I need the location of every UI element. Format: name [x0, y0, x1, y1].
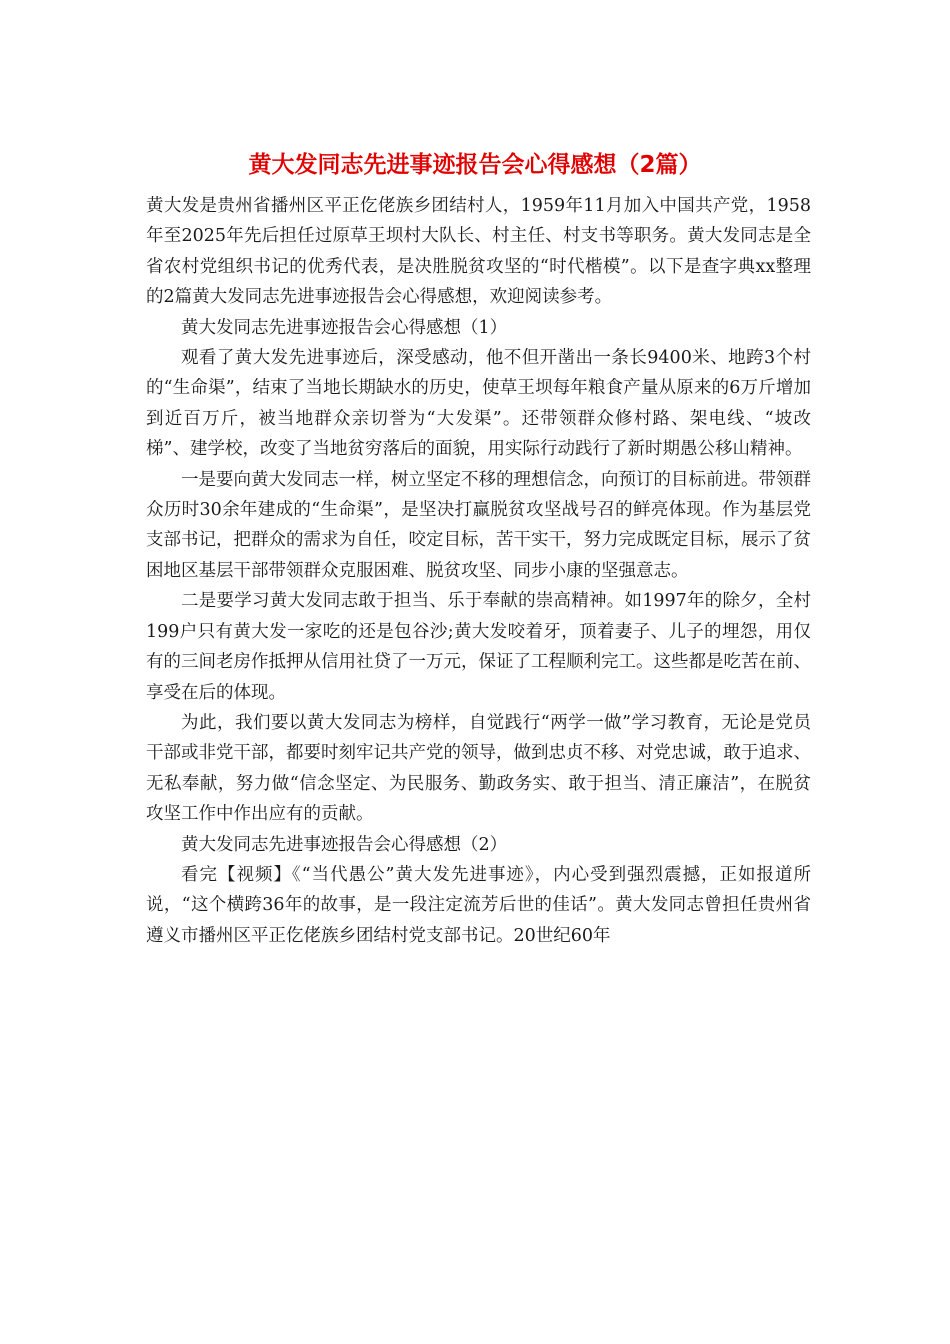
paragraph: 看完【视频】《“当代愚公”黄大发先进事迹》，内心受到强烈震撼，正如报道所说，“这个横跨36年的故事，是一段注定流芳后世的佳话”。黄大发同志曾担任贵州省遵义市播州区平正仡佬族乡团结村党支部书记。20世纪60年 [146, 864, 811, 946]
paragraph: 二是要学习黄大发同志敢于担当、乐于奉献的崇高精神。如1997年的除夕，全村199户只有黄大发一家吃的还是包谷沙;黄大发咬着牙，顶着妻子、儿子的埋怨，用仅有的三间老房作抵押从信用社贷了一万元，保证了工程顺利完工。这些都是吃苦在前、享受在后的体现。 [146, 591, 811, 703]
section-heading-2: 黄大发同志先进事迹报告会心得感想（2） [181, 834, 508, 855]
paragraph-intro: 黄大发是贵州省播州区平正仡佬族乡团结村人，1959年11月加入中国共产党，1958年至2025年先后担任过原草王坝村大队长、村主任、村支书等职务。黄大发同志是全省农村党组织书记的优秀代表，是决胜脱贫攻坚的“时代楷模”。以下是查字典xx整理的2篇黄大发同志先进事迹报告会心得感想，欢迎阅读参考。 [146, 196, 811, 308]
paragraph: 一是要向黄大发同志一样，树立坚定不移的理想信念，向预订的目标前进。带领群众历时30余年建成的“生命渠”，是坚决打赢脱贫攻坚战号召的鲜亮体现。作为基层党支部书记，把群众的需求为自任，咬定目标，苦干实干，努力完成既定目标，展示了贫困地区基层干部带领群众克服困难、脱贫攻坚、同步小康的坚强意志。 [146, 469, 811, 581]
section-heading-1: 黄大发同志先进事迹报告会心得感想（1） [181, 317, 508, 338]
paragraph: 为此，我们要以黄大发同志为榜样，自觉践行“两学一做”学习教育，无论是党员干部或非党干部，都要时刻牢记共产党的领导，做到忠贞不移、对党忠诚，敢于追求、无私奉献，努力做“信念坚定、为民服务、勤政务实、敢于担当、清正廉洁”，在脱贫攻坚工作中作出应有的贡献。 [146, 712, 811, 825]
document-title: 黄大发同志先进事迹报告会心得感想（2篇） [248, 152, 702, 178]
paragraph: 观看了黄大发先进事迹后，深受感动，他不但开凿出一条长9400米、地跨3个村的“生命渠”，结束了当地长期缺水的历史，使草王坝每年粮食产量从原来的6万斤增加到近百万斤，被当地群众亲切誉为“大发渠”。还带领群众修村路、架电线、“坡改梯”、建学校，改变了当地贫穷落后的面貌，用实际行动践行了新时期愚公移山精神。 [146, 348, 811, 460]
document-body [146, 191, 811, 951]
